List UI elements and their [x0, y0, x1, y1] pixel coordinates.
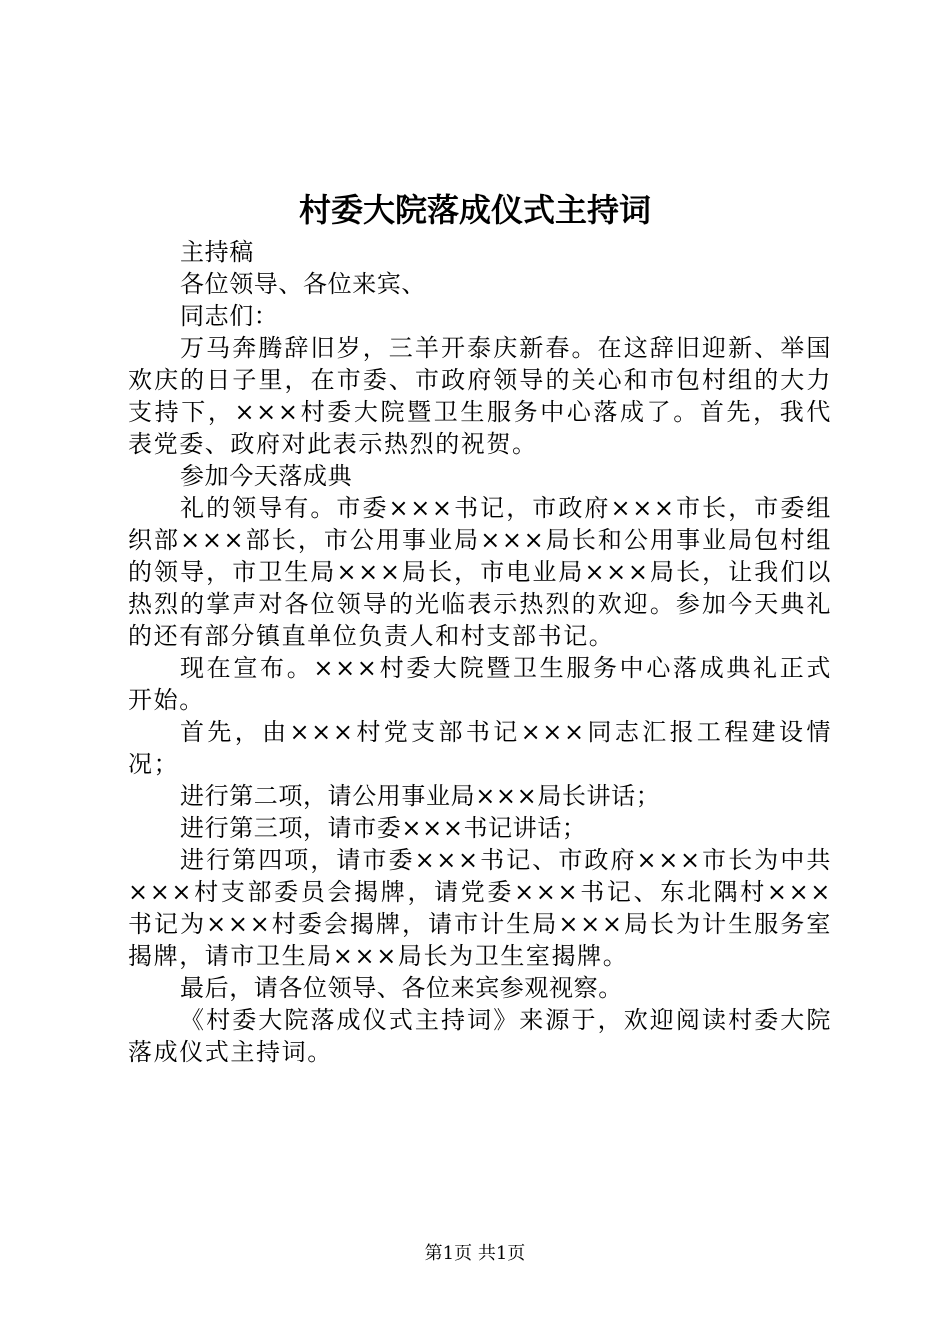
paragraph-closing: 最后，请各位领导、各位来宾参观视察。 — [180, 974, 623, 1002]
paragraph-item-four: 进行第四项，请市委×××书记、市政府×××市长为中共×××村支部委员会揭牌，请党委×××书记、东北隅村×××书记为×××村委会揭牌，请市计生局×××局长为计生服务室揭牌，请市卫生局×××局长为卫生室揭牌。 — [128, 846, 832, 970]
document-title: 村委大院落成仪式主持词 — [298, 191, 651, 229]
paragraph-attendees-intro: 参加今天落成典 — [180, 462, 353, 490]
paragraph-item-two: 进行第二项，请公用事业局×××局长讲话； — [180, 782, 661, 810]
paragraph-heading-note: 主持稿 — [180, 238, 254, 266]
paragraph-attendees: 礼的领导有。市委×××书记，市政府×××市长，市委组织部×××部长，市公用事业局×××局长和公用事业局包村组的领导，市卫生局×××局长，市电业局×××局长，让我们以热烈的掌声对各位领导的光临表示热烈的欢迎。参加今天典礼的还有部分镇直单位负责人和村支部书记。 — [128, 494, 832, 650]
paragraph-salutation: 各位领导、各位来宾、 — [180, 270, 426, 298]
paragraph-source-note: 《村委大院落成仪式主持词》来源于，欢迎阅读村委大院落成仪式主持词。 — [128, 1006, 832, 1066]
paragraph-item-one: 首先，由×××村党支部书记×××同志汇报工程建设情况； — [128, 718, 832, 778]
page-number-footer: 第1页 共1页 — [424, 1243, 526, 1264]
paragraph-announcement: 现在宣布。×××村委大院暨卫生服务中心落成典礼正式开始。 — [128, 654, 832, 714]
document-body — [128, 236, 832, 1068]
paragraph-opening: 万马奔腾辞旧岁，三羊开泰庆新春。在这辞旧迎新、举国欢庆的日子里，在市委、市政府领导的关心和市包村组的大力支持下，×××村委大院暨卫生服务中心落成了。首先，我代表党委、政府对此表示热烈的祝贺。 — [128, 334, 832, 458]
paragraph-item-three: 进行第三项，请市委×××书记讲话； — [180, 814, 587, 842]
paragraph-salutation-comrades: 同志们： — [180, 302, 279, 330]
